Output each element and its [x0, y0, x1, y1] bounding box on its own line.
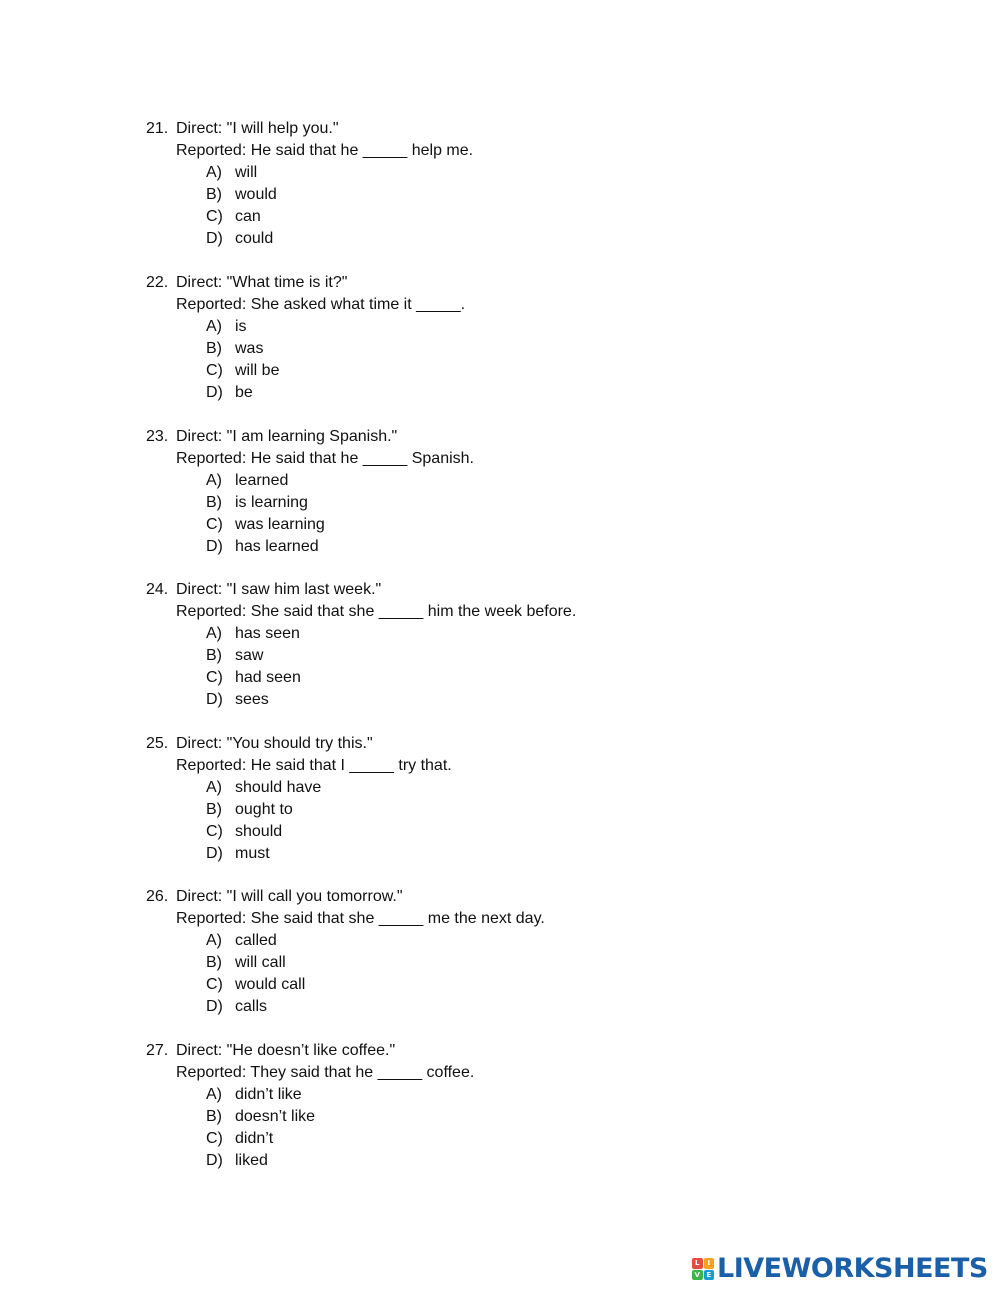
option-text: is learning [235, 494, 308, 511]
liveworksheets-logo-icon [692, 1258, 714, 1280]
option-a[interactable] [146, 777, 846, 799]
logo-tile: L [692, 1258, 703, 1269]
option-b[interactable] [146, 338, 846, 360]
option-text: sees [235, 691, 269, 708]
option-letter: A) [206, 472, 222, 489]
option-letter: A) [206, 779, 222, 796]
option-text: didn’t like [235, 1086, 302, 1103]
logo-tile: V [692, 1270, 703, 1281]
question-reported-line [146, 294, 846, 316]
question-21 [146, 118, 846, 250]
option-a[interactable] [146, 316, 846, 338]
option-c[interactable] [146, 974, 846, 996]
option-letter: D) [206, 538, 223, 555]
option-letter: C) [206, 823, 223, 840]
question-number: 23. [146, 428, 169, 445]
option-text: learned [235, 472, 289, 489]
option-list [146, 623, 846, 711]
option-text: be [235, 384, 253, 401]
option-letter: B) [206, 1108, 222, 1125]
liveworksheets-brand [692, 1254, 988, 1284]
reported-speech: Reported: They said that he _____ coffee. [176, 1064, 475, 1081]
option-letter: B) [206, 186, 222, 203]
question-reported-line [146, 908, 846, 930]
direct-speech: Direct: "He doesn’t like coffee." [176, 1042, 396, 1059]
option-letter: D) [206, 845, 223, 862]
option-letter: C) [206, 976, 223, 993]
question-number: 22. [146, 274, 169, 291]
option-d[interactable] [146, 228, 846, 250]
option-text: has seen [235, 625, 300, 642]
reported-speech: Reported: She said that she _____ him the week before. [176, 603, 577, 620]
option-text: saw [235, 647, 264, 664]
option-c[interactable] [146, 206, 846, 228]
option-a[interactable] [146, 623, 846, 645]
option-list [146, 316, 846, 404]
question-number: 27. [146, 1042, 169, 1059]
question-reported-line [146, 448, 846, 470]
question-number: 25. [146, 735, 169, 752]
option-c[interactable] [146, 360, 846, 382]
option-letter: B) [206, 647, 222, 664]
option-letter: D) [206, 998, 223, 1015]
option-text: should have [235, 779, 322, 796]
option-text: will call [235, 954, 286, 971]
option-text: should [235, 823, 283, 840]
reported-speech: Reported: He said that I _____ try that. [176, 757, 452, 774]
option-b[interactable] [146, 799, 846, 821]
option-d[interactable] [146, 843, 846, 865]
option-text: was learning [235, 516, 325, 533]
option-text: will [235, 164, 258, 181]
option-letter: B) [206, 801, 222, 818]
option-text: doesn’t like [235, 1108, 316, 1125]
direct-speech: Direct: "I saw him last week." [176, 581, 382, 598]
option-letter: D) [206, 230, 223, 247]
brand-name: LIVEWORKSHEETS [717, 1253, 988, 1284]
question-22 [146, 272, 846, 404]
option-letter: C) [206, 669, 223, 686]
option-letter: D) [206, 384, 223, 401]
option-letter: D) [206, 691, 223, 708]
option-text: will be [235, 362, 280, 379]
option-text: is [235, 318, 247, 335]
option-text: can [235, 208, 261, 225]
option-letter: A) [206, 932, 222, 949]
question-direct-line [146, 886, 846, 908]
option-text: has learned [235, 538, 319, 555]
reported-speech: Reported: He said that he _____ help me. [176, 142, 474, 159]
option-list [146, 930, 846, 1018]
option-letter: B) [206, 954, 222, 971]
option-letter: A) [206, 1086, 222, 1103]
logo-tile: E [704, 1270, 715, 1281]
option-a[interactable] [146, 930, 846, 952]
option-letter: B) [206, 340, 222, 357]
option-d[interactable] [146, 689, 846, 711]
question-26 [146, 886, 846, 1018]
option-b[interactable] [146, 952, 846, 974]
option-b[interactable] [146, 645, 846, 667]
option-c[interactable] [146, 667, 846, 689]
option-c[interactable] [146, 514, 846, 536]
question-number: 26. [146, 888, 169, 905]
option-a[interactable] [146, 1084, 846, 1106]
question-24 [146, 579, 846, 711]
question-27 [146, 1040, 846, 1172]
option-letter: C) [206, 516, 223, 533]
option-list [146, 777, 846, 865]
option-text: liked [235, 1152, 268, 1169]
question-reported-line [146, 755, 846, 777]
question-reported-line [146, 601, 846, 623]
logo-tile: I [704, 1258, 715, 1269]
question-direct-line [146, 272, 846, 294]
option-letter: C) [206, 362, 223, 379]
option-list [146, 1084, 846, 1172]
question-direct-line [146, 1040, 846, 1062]
question-number: 21. [146, 120, 169, 137]
option-b[interactable] [146, 184, 846, 206]
question-reported-line [146, 140, 846, 162]
option-letter: B) [206, 494, 222, 511]
option-text: would call [235, 976, 306, 993]
option-letter: A) [206, 625, 222, 642]
question-23 [146, 426, 846, 558]
option-text: called [235, 932, 277, 949]
option-text: ought to [235, 801, 293, 818]
reported-speech: Reported: She said that she _____ me the next day. [176, 910, 545, 927]
option-text: had seen [235, 669, 301, 686]
option-letter: A) [206, 164, 222, 181]
option-b[interactable] [146, 492, 846, 514]
question-direct-line [146, 118, 846, 140]
option-text: could [235, 230, 274, 247]
option-c[interactable] [146, 1128, 846, 1150]
option-letter: A) [206, 318, 222, 335]
question-number: 24. [146, 581, 169, 598]
question-reported-line [146, 1062, 846, 1084]
direct-speech: Direct: "I am learning Spanish." [176, 428, 398, 445]
option-d[interactable] [146, 382, 846, 404]
option-d[interactable] [146, 536, 846, 558]
option-b[interactable] [146, 1106, 846, 1128]
option-text: calls [235, 998, 268, 1015]
option-list [146, 162, 846, 250]
option-letter: D) [206, 1152, 223, 1169]
option-letter: C) [206, 208, 223, 225]
option-text: would [235, 186, 277, 203]
option-c[interactable] [146, 821, 846, 843]
direct-speech: Direct: "I will call you tomorrow." [176, 888, 403, 905]
reported-speech: Reported: She asked what time it _____. [176, 296, 466, 313]
direct-speech: Direct: "I will help you." [176, 120, 339, 137]
question-direct-line [146, 733, 846, 755]
option-letter: C) [206, 1130, 223, 1147]
direct-speech: Direct: "You should try this." [176, 735, 373, 752]
question-direct-line [146, 579, 846, 601]
option-d[interactable] [146, 996, 846, 1018]
direct-speech: Direct: "What time is it?" [176, 274, 348, 291]
option-a[interactable] [146, 470, 846, 492]
option-d[interactable] [146, 1150, 846, 1172]
question-direct-line [146, 426, 846, 448]
option-text: must [235, 845, 270, 862]
option-text: was [235, 340, 264, 357]
question-25 [146, 733, 846, 865]
option-text: didn’t [235, 1130, 274, 1147]
option-a[interactable] [146, 162, 846, 184]
reported-speech: Reported: He said that he _____ Spanish. [176, 450, 474, 467]
option-list [146, 470, 846, 558]
